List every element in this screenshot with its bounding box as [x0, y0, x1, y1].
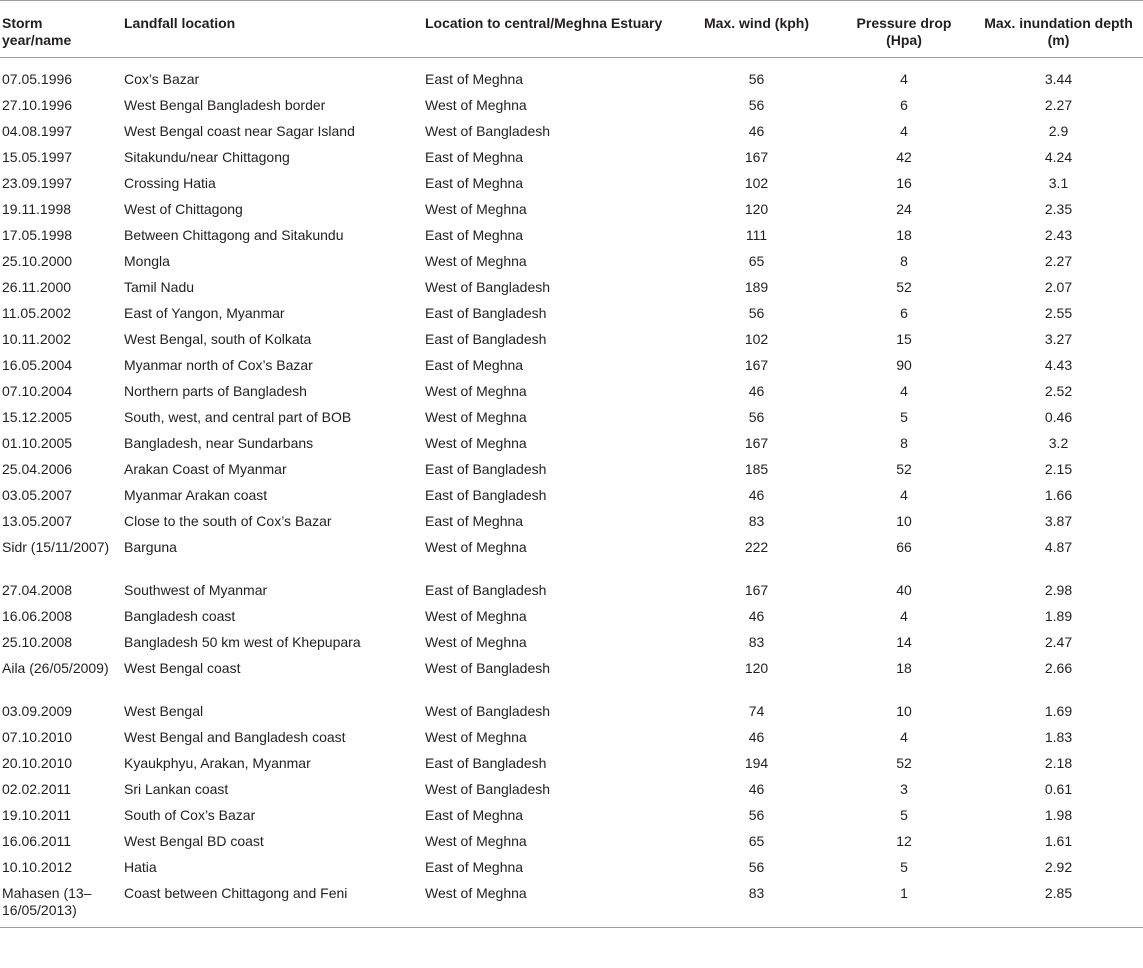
header-wind: Max. wind (kph): [679, 1, 834, 58]
cell-wind: 56: [748, 409, 765, 425]
cell-wind: 111: [745, 227, 768, 243]
cell-wind: 83: [748, 513, 765, 529]
cell-landfall: Bangladesh, near Sundarbans: [124, 435, 314, 451]
cell-pressure: 18: [896, 660, 912, 676]
cell-inundation: 3.87: [1044, 513, 1073, 529]
cell-pressure: 4: [900, 383, 908, 399]
cell-inundation: 3.44: [1044, 71, 1073, 87]
cell-landfall: Barguna: [124, 539, 177, 555]
cell-pressure: 52: [896, 279, 912, 295]
table-row: [0, 456, 1143, 482]
cell-wind: 56: [748, 71, 765, 87]
table-row: [0, 750, 1143, 776]
cell-storm: 10.10.2012: [2, 859, 73, 875]
cell-storm: 27.04.2008: [2, 582, 73, 598]
cell-storm: 20.10.2010: [2, 755, 73, 771]
cell-wind: 65: [748, 833, 765, 849]
cell-landfall: East of Yangon, Myanmar: [124, 305, 285, 321]
cell-landfall: Myanmar north of Cox’s Bazar: [124, 357, 313, 373]
cell-storm: 23.09.1997: [2, 175, 73, 191]
cell-location: West of Bangladesh: [425, 123, 551, 139]
cell-inundation: 0.46: [1044, 409, 1073, 425]
cell-location: West of Meghna: [425, 634, 527, 650]
cell-landfall: West Bengal and Bangladesh coast: [124, 729, 346, 745]
cell-storm: 25.10.2000: [2, 253, 73, 269]
cell-pressure: 8: [900, 435, 908, 451]
cell-wind: 189: [744, 279, 769, 295]
cell-pressure: 4: [900, 608, 908, 624]
cell-pressure: 10: [896, 513, 912, 529]
cell-pressure: 52: [896, 461, 912, 477]
cell-storm: 13.05.2007: [2, 513, 73, 529]
cell-pressure: 4: [900, 123, 908, 139]
cell-location: West of Bangladesh: [425, 279, 551, 295]
cell-wind: 56: [748, 97, 765, 113]
cell-location: East of Meghna: [425, 71, 524, 87]
cell-location: West of Meghna: [425, 885, 527, 901]
cell-pressure: 52: [896, 755, 912, 771]
cell-storm: 07.05.1996: [2, 71, 73, 87]
table-row: [0, 92, 1143, 118]
table-header: [0, 1, 1143, 58]
table-row: [0, 326, 1143, 352]
cell-storm: 25.04.2006: [2, 461, 73, 477]
table-row: [0, 430, 1143, 456]
cell-inundation: 4.87: [1044, 539, 1073, 555]
cell-inundation: 2.98: [1044, 582, 1073, 598]
cell-pressure: 66: [896, 539, 912, 555]
cell-pressure: 42: [896, 149, 912, 165]
table-row: [0, 629, 1143, 655]
cell-location: West of Meghna: [425, 409, 527, 425]
cell-inundation: 2.47: [1044, 634, 1073, 650]
cell-landfall: Sri Lankan coast: [124, 781, 229, 797]
cell-pressure: 4: [900, 729, 908, 745]
cell-storm: 26.11.2000: [2, 279, 72, 295]
cell-inundation: 2.27: [1044, 253, 1073, 269]
cell-landfall: Between Chittagong and Sitakundu: [124, 227, 344, 243]
cell-inundation: 2.43: [1044, 227, 1073, 243]
cell-storm: 15.12.2005: [2, 409, 73, 425]
cell-landfall: Southwest of Myanmar: [124, 582, 268, 598]
table-row: [0, 144, 1143, 170]
table-row: [0, 603, 1143, 629]
cell-landfall: Cox’s Bazar: [124, 71, 200, 87]
cell-wind: 56: [748, 807, 765, 823]
cell-location: East of Bangladesh: [425, 305, 547, 321]
cell-location: West of Bangladesh: [425, 703, 551, 719]
cell-wind: 83: [748, 885, 765, 901]
cell-location: East of Meghna: [425, 807, 524, 823]
table-row: [0, 248, 1143, 274]
cell-location: East of Bangladesh: [425, 755, 547, 771]
cell-wind: 46: [748, 383, 765, 399]
cell-inundation: 0.61: [1044, 781, 1073, 797]
cell-pressure: 3: [900, 781, 908, 797]
cell-storm: 03.05.2007: [2, 487, 73, 503]
cell-wind: 74: [748, 703, 765, 719]
cell-inundation: 2.52: [1044, 383, 1073, 399]
cell-pressure: 15: [896, 331, 912, 347]
cell-landfall: Myanmar Arakan coast: [124, 487, 268, 503]
cell-location: West of Meghna: [425, 383, 527, 399]
cell-location: East of Meghna: [425, 357, 524, 373]
cell-storm: 04.08.1997: [2, 123, 73, 139]
cell-storm: 15.05.1997: [2, 149, 73, 165]
cell-wind: 167: [744, 357, 769, 373]
cell-pressure: 8: [900, 253, 908, 269]
cell-wind: 194: [744, 755, 769, 771]
cell-storm: 01.10.2005: [2, 435, 73, 451]
cell-landfall: Bangladesh coast: [124, 608, 236, 624]
table-row: [0, 300, 1143, 326]
cell-wind: 56: [748, 305, 765, 321]
table-row: [0, 404, 1143, 430]
table-row: [0, 655, 1143, 698]
cell-inundation: 2.9: [1048, 123, 1069, 139]
cell-pressure: 90: [896, 357, 912, 373]
cell-landfall: Close to the south of Cox’s Bazar: [124, 513, 332, 529]
cell-storm: 02.02.2011: [2, 781, 72, 797]
cell-landfall: Arakan Coast of Myanmar: [124, 461, 287, 477]
cell-storm: 19.11.1998: [2, 201, 72, 217]
table-row: [0, 196, 1143, 222]
cell-location: East of Meghna: [425, 859, 524, 875]
cell-wind: 167: [744, 149, 769, 165]
cell-pressure: 16: [896, 175, 912, 191]
cell-landfall: Crossing Hatia: [124, 175, 216, 191]
cell-landfall: Tamil Nadu: [124, 279, 195, 295]
cell-storm: 27.10.1996: [2, 97, 73, 113]
cell-wind: 102: [744, 175, 769, 191]
cell-landfall: Kyaukphyu, Arakan, Myanmar: [124, 755, 311, 771]
cell-wind: 185: [744, 461, 769, 477]
table-row: [0, 170, 1143, 196]
table-row: [0, 378, 1143, 404]
cell-storm: 03.09.2009: [2, 703, 73, 719]
cell-location: West of Meghna: [425, 729, 527, 745]
cell-storm: 17.05.1998: [2, 227, 73, 243]
cell-wind: 167: [744, 582, 769, 598]
cell-storm: 16.06.2011: [2, 833, 72, 849]
header-storm: Storm year/name: [0, 1, 118, 58]
cell-landfall: Bangladesh 50 km west of Khepupara: [124, 634, 361, 650]
cell-inundation: 2.92: [1044, 859, 1073, 875]
table-row: [0, 58, 1143, 93]
cell-pressure: 5: [900, 859, 908, 875]
cell-location: East of Meghna: [425, 175, 524, 191]
cell-wind: 46: [748, 487, 765, 503]
cell-inundation: 2.07: [1044, 279, 1073, 295]
cell-landfall: Northern parts of Bangladesh: [124, 383, 307, 399]
cell-landfall: Coast between Chittagong and Feni: [124, 885, 348, 901]
table-row: [0, 854, 1143, 880]
cell-inundation: 4.24: [1044, 149, 1073, 165]
cell-landfall: West Bengal, south of Kolkata: [124, 331, 312, 347]
cell-wind: 167: [744, 435, 769, 451]
cell-pressure: 5: [900, 807, 908, 823]
cell-pressure: 40: [896, 582, 912, 598]
cell-location: East of Meghna: [425, 227, 524, 243]
cell-location: West of Meghna: [425, 833, 527, 849]
cell-landfall: South, west, and central part of BOB: [124, 409, 352, 425]
header-inundation: Max. inundation depth (m): [974, 1, 1143, 58]
cell-location: West of Meghna: [425, 435, 527, 451]
cell-wind: 46: [748, 123, 765, 139]
cell-inundation: 1.66: [1044, 487, 1073, 503]
cell-wind: 46: [748, 729, 765, 745]
cell-landfall: Mongla: [124, 253, 170, 269]
cell-storm: 07.10.2004: [2, 383, 73, 399]
cell-landfall: West Bengal coast: [124, 660, 241, 676]
cell-location: East of Bangladesh: [425, 461, 547, 477]
cell-pressure: 1: [900, 885, 908, 901]
cell-location: East of Meghna: [425, 513, 524, 529]
cell-pressure: 24: [896, 201, 912, 217]
cell-inundation: 4.43: [1044, 357, 1073, 373]
cell-wind: 56: [748, 859, 765, 875]
cell-location: East of Bangladesh: [425, 487, 547, 503]
cell-location: East of Bangladesh: [425, 582, 547, 598]
cell-wind: 120: [744, 201, 769, 217]
cell-storm: Sidr (15/11/2007): [2, 539, 110, 555]
table-row: [0, 698, 1143, 724]
cell-pressure: 4: [900, 71, 908, 87]
cell-inundation: 1.83: [1044, 729, 1073, 745]
cell-wind: 83: [748, 634, 765, 650]
cell-wind: 46: [748, 608, 765, 624]
cell-inundation: 1.98: [1044, 807, 1073, 823]
table-row: [0, 828, 1143, 854]
cell-inundation: 2.15: [1044, 461, 1073, 477]
cell-storm: 19.10.2011: [2, 807, 72, 823]
cell-inundation: 2.85: [1044, 885, 1073, 901]
cell-landfall: South of Cox’s Bazar: [124, 807, 256, 823]
table-row: [0, 508, 1143, 534]
table-row: [0, 802, 1143, 828]
cell-landfall: Hatia: [124, 859, 157, 875]
cell-wind: 120: [744, 660, 769, 676]
cell-location: West of Meghna: [425, 253, 527, 269]
cell-storm: 11.05.2002: [2, 305, 72, 321]
cell-location: West of Bangladesh: [425, 781, 551, 797]
header-landfall: Landfall location: [118, 1, 419, 58]
cell-inundation: 2.66: [1044, 660, 1073, 676]
cell-location: West of Meghna: [425, 608, 527, 624]
cell-storm: Aila (26/05/2009): [2, 660, 109, 676]
cell-wind: 46: [748, 781, 765, 797]
cell-pressure: 4: [900, 487, 908, 503]
cell-pressure: 14: [896, 634, 912, 650]
table-row: [0, 222, 1143, 248]
cell-location: West of Bangladesh: [425, 660, 551, 676]
cell-pressure: 10: [896, 703, 912, 719]
table-row: [0, 776, 1143, 802]
header-row: [0, 1, 1143, 58]
cell-landfall: Sitakundu/near Chittagong: [124, 149, 290, 165]
table-row: [0, 352, 1143, 378]
cell-storm: Mahasen (13–16/05/2013): [2, 885, 92, 918]
table-row: [0, 577, 1143, 603]
cell-wind: 65: [748, 253, 765, 269]
cell-inundation: 3.27: [1044, 331, 1073, 347]
cell-pressure: 18: [896, 227, 912, 243]
cell-location: East of Meghna: [425, 149, 524, 165]
cell-inundation: 2.18: [1044, 755, 1073, 771]
cell-pressure: 5: [900, 409, 908, 425]
cell-pressure: 6: [900, 305, 908, 321]
cell-landfall: West of Chittagong: [124, 201, 243, 217]
table-row: [0, 118, 1143, 144]
cell-inundation: 1.69: [1044, 703, 1073, 719]
cell-landfall: West Bengal BD coast: [124, 833, 264, 849]
cell-location: East of Bangladesh: [425, 331, 547, 347]
table-body: [0, 58, 1143, 928]
cell-inundation: 2.55: [1044, 305, 1073, 321]
table-row: [0, 274, 1143, 300]
cell-wind: 102: [744, 331, 769, 347]
cell-inundation: 3.2: [1048, 435, 1069, 451]
cell-inundation: 2.27: [1044, 97, 1073, 113]
table-row: [0, 534, 1143, 577]
cell-pressure: 6: [900, 97, 908, 113]
cell-storm: 25.10.2008: [2, 634, 73, 650]
cell-landfall: West Bengal coast near Sagar Island: [124, 123, 355, 139]
cell-inundation: 1.89: [1044, 608, 1073, 624]
table-row: [0, 880, 1143, 928]
cell-inundation: 3.1: [1048, 175, 1069, 191]
cell-storm: 16.05.2004: [2, 357, 73, 373]
cell-inundation: 2.35: [1044, 201, 1073, 217]
table-row: [0, 482, 1143, 508]
cell-landfall: West Bengal Bangladesh border: [124, 97, 326, 113]
cell-storm: 16.06.2008: [2, 608, 73, 624]
cell-inundation: 1.61: [1044, 833, 1073, 849]
header-pressure: Pressure drop (Hpa): [834, 1, 974, 58]
cell-location: West of Meghna: [425, 539, 527, 555]
cell-wind: 222: [744, 539, 769, 555]
cell-storm: 10.11.2002: [2, 331, 72, 347]
cell-location: West of Meghna: [425, 201, 527, 217]
table-row: [0, 724, 1143, 750]
header-location: Location to central/Meghna Estuary: [419, 1, 679, 58]
cell-location: West of Meghna: [425, 97, 527, 113]
cell-pressure: 12: [896, 833, 912, 849]
cell-landfall: West Bengal: [124, 703, 204, 719]
cell-storm: 07.10.2010: [2, 729, 73, 745]
